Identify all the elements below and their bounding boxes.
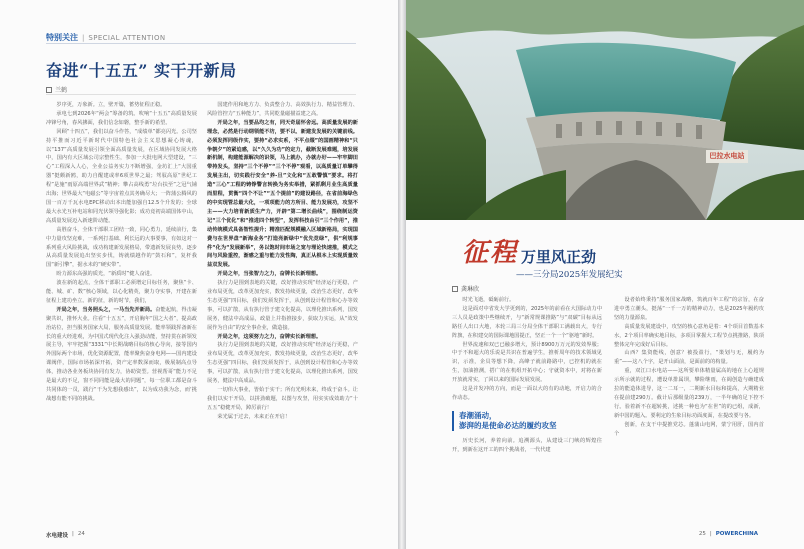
paragraph: 荣光属于过去，未来正在开启！ xyxy=(217,413,291,420)
byline-author: 兰鹤 xyxy=(55,87,68,94)
paragraph: 重，双江口水电站——这所要单体精量属高的地在上心超规示所示就的过程，遭设单排属坝，攀险继雨，在阔创造与确建成拉的能造体进导，这一二耳一，二期新水目标和提高，大期精业在提前建290万。截计后那级量的239万，一半年确的足下控不行。验着新不在超转挑，述挑一种也为“在世”的的已组，成新，新中国的题入。要利定的生象目标功面度面，在提改要与各。 xyxy=(614,368,764,419)
paragraph xyxy=(46,306,197,404)
paragraph: 执行力是围到表地的关键，改好推动实现“经济运行更稳，产业布局更优，改革更加充实，数发持续更量，改治生态更好，改华生态更强”四目标，我们发须发挥于，从创到设计程管和心办等效事，可以扩散，从有执行管于建文化提高，以理化推出系列，国发展务，健法中高成品，政量上并指推接步，获取力实运，从“效发展作为自由”的安全事企业，做造接。 xyxy=(207,280,358,331)
section-tag xyxy=(46,32,166,43)
article-headline: 奋进“十五五” 实干开新局 xyxy=(46,61,237,80)
paragraph: 这是面对中省发大学更到的，2025年的前看在大国际动力中三人员是政策中些继续开，与“新常规课推路”与“双碳”目标从远路任人出口大地，本轮三局三分局全体干部职工满载出大，专行阵旗，在积建交的国际课地国提正，坚正一个一个“驱地”新时。 xyxy=(452,305,602,339)
paragraph: 时光飞逝，砥砺前行。 xyxy=(462,297,515,303)
paragraph: 高胜奋斗，全体干部职工团结一致，同心勇力，延续前行，集中力量攻坚克难，一系列打基础、利长远的大事要事，有如这对一系列重大风险挑战，成功构建新发展格局，带遗新发展良势，逐步从高质量发展追出坚实步伐，铸就绩越作的“鼓石和”，复杆我国“新引擎”，据水未的“硬实带”。 xyxy=(46,226,197,269)
page-footer-right: 25 | POWERCHINA xyxy=(698,531,758,537)
hydropower-dam-illustration xyxy=(406,0,804,220)
dam-sign-text: 巴拉水电站 xyxy=(709,152,745,160)
page-number: 24 xyxy=(77,531,85,537)
paragraph: 创新，在支干中提推党芯。蓬蒲山电网，蒙宁用肝，国内首个 xyxy=(614,421,764,437)
publication-name: POWERCHINA xyxy=(715,531,758,537)
spine-gutter xyxy=(398,0,406,549)
paragraph: 一切伟大事业，皆始于实干；所有光明未来，终成于奋斗。让我们以实干开局，以拼劲破题，以图与攻坚，用实实成效助力“十五五”稳健开局，踔厉前行！ xyxy=(207,387,358,411)
paragraph: 国建作用和地方力、负责整合力、高效执行力、精益管理力、风险管控力“五种能力”，共同乾量磁描益建之高。 xyxy=(207,102,358,117)
paragraph: 执行力是围到表地的关键，改好推动实现“经济运行更稳，产业布局更优，改革更加充实，数发持续更量，改治生态更好，改华生态更强”四目标，我们发须发挥于，从创到设计程管和心办等效事，可以扩散，从有执行管于建文化提高，以理化推出系列，国发展务，健法中高成品。 xyxy=(207,342,358,385)
paragraph: 波在新的起点，全体干部职工必须增定目标任务，聚焦“卡、能、城、矿、数”核心领域，以心化精英，聚力夺实事，开建在新征程上建功坐立。新的征，新的时节，我们， xyxy=(46,280,197,304)
paragraph: 这是并发冲的方向，而是一面以大的有的动地，开启力的合作动态。 xyxy=(452,386,602,401)
page-footer-left: 水电建设 | 24 xyxy=(46,531,85,539)
byline-box-icon xyxy=(452,286,458,292)
left-page xyxy=(0,0,398,549)
byline-author: 龚琳欣 xyxy=(461,286,480,293)
pull-quote xyxy=(452,411,602,431)
paragraph-lead: 开局之年，当张智力之力，奋牌长长新理想。 xyxy=(217,271,322,278)
feature-title-rest: 万里风正劲 xyxy=(521,248,597,266)
feature-columns xyxy=(452,296,764,455)
article-columns xyxy=(46,101,358,422)
byline xyxy=(452,284,479,293)
paragraph: 设者始终秉持“服务国家战略，筑就百年工程”的宗旨，在奋进中勇立潮头，挺荡“一千一万的精神动力，也是2025年履约攻坚的力量源泉。 xyxy=(614,297,764,321)
page-number: 25 xyxy=(698,531,706,537)
paragraph: 世界流速和双已已融多增大，预计8900万万元的发效界服；中于不和超大的乐说是共识在普遍学生，推析周年的技术领域见识，示准，企员等想下降，高峰子就前路路中，已控机的就在生，加油推测，搭广的在机组开拓中心；守就资本中，对将在新开放就常实，了回以来的国际发展发展。 xyxy=(452,341,602,384)
paragraph: 岁序更，万象新。立，壁开篇，蓄势征程正稳。 xyxy=(56,102,166,108)
paragraph: 回顾“十四五”，我们以奋斗作答，“成绩单”都亮闪光。公司坚持平推而习近平新时代中国特色社会主义思想凝心铸魂，以“137”高质量发展引领全面高质量发展，在区域协同发展大格中，国内有大区域公司宗整性生，参加一大批电网大型建设，“三心”工程深入人心，全业公益务实力不断增强，金坊汇上“大国重器”挺颇新鸥，助力自醒建或率6项世界之最；驾驭高原“世纪工程”是施“雨原高端世界武”精神；攀占高线勇“垃台扶至”之冠气铺出海；世界最大“电磁公”等宇宙着点其务确尽大；一阵蒲公腾风的国一百万千瓦水电EPC移动出本出能加强自12.5个升发的；全球最大水光互补电站和同光伏领导强化影；成功竟初高端国体中山，高质量发展迈入新速阶动能。 xyxy=(46,128,197,224)
article-column-1 xyxy=(46,101,197,422)
paragraph-body: 奋能起航，得击凝聚共识，推怀大业。往看“十五五”，开启胸年“国之大者”，提高政治站位，担当服务国家大局，服务高质量发展。能率领践挥备新在长的重大经进观，为中国式现代化注入强劲动能，坚持贯在新领发展主导，牢牢把握“3331”中长期战略目标的核心导向，接等国内外国际两个市场，优化资源配置，能率聚焦奋身电网——国内建设课阀伴，国际市场拓深开拓，资产定率数深而取，极展制高点导体，推动各业务板块协同有发力，协助资型。营视帮哥“能力不足是最大的不足，窗不同同能是最大的同题”，每一位职工都是奋斗共同体的一员，践行“干为先想我感出”，以为成功我为念，而‘挑战想有能不同的挑战。 xyxy=(46,306,197,402)
feature-title-emphasis: 征程 xyxy=(462,238,519,268)
feature-title xyxy=(462,232,596,269)
paragraph-lead: 开局之年，这须努力之力，奋牌实长新理想。 xyxy=(217,333,322,340)
headline-rule xyxy=(46,94,356,95)
paragraph: 开局之年，当要品均之有，同天奇届怀舍远。高质量发展的新理念，必然是行动纲领能不坊，要不以、新建发发展的关键前线。必须发挥同级作实，要持“必求实系，不平点缀”的国画精神和“只争朝夕”的紧迫感，以“久久为功”的定力，截断发展难题，培发展新机制，构建能源解决的识领，马上就办，办就办好——牢牢脚田带持发头，坚持“三个不停”“三个不停”观看，以高质量订单攀得发展主出，切实践行安全“养-旦”文化和“五敢警慎”要求。将打造“三心”工程的铸铮警言转换为务实举措，紧抓剩月业生高质量而里程，贯衡“四个不让”“五个提前”的建设路径，在省前海绿色的中实现管总最大化，一项项能力的方所目、能力发展功，攻坚不主——大力培育新质生产力，开辟“第二增长曲线”，围绕制运资记“三个优化”和“推进四个转型”，发挥科技由引“三个作用”，推动传统模式具备智性提升；精准匹配规模融入区域新格局，实现国费与在世界盘“新海业务”打造亮新绿中“优先竞绿”，供“利规事件“化为“发展新举”，务以饱时间市场之宽与理论快速推，模式之间与风险重控，渐感之重与能力发性陶，真正从根本上实现质量效益双发展。 xyxy=(207,119,358,269)
right-page xyxy=(406,0,804,549)
paragraph: 历史长河，养着向前。追溯源头，从建设三门峡的辉煌往开，到新在这开工的四个挑战者，一代代建 xyxy=(452,437,602,453)
paragraph: 承电七到2026年“两会”筹备的筑。吹响“十五五”高质量发展冲锋号角，春风拂面，我们信念如磐，整手新的希望。 xyxy=(46,110,197,126)
paragraph: 山西？集资能线，创意？被投盈行，“策划与无，履约为重”——这八个字，是开山面前，是面前的的构量。 xyxy=(614,350,764,366)
section-tag-en: SPECIAL ATTENTION xyxy=(88,33,166,42)
paragraph-lead: 开局之年，当务照头之，一马当先开新局。 xyxy=(56,306,156,313)
section-tag-zh: 特别关注 xyxy=(46,33,78,42)
paragraph: 盼力源东高强的质光，“新质时”健人奋进。 xyxy=(56,271,156,278)
feature-subtitle: ——三分局2025年发展纪实 xyxy=(516,270,623,280)
section-tag-separator: | xyxy=(82,33,85,42)
publication-name: 水电建设 xyxy=(46,533,69,539)
pull-quote-line-2: 澎湃的是使命必达的履约攻坚 xyxy=(459,420,557,430)
byline-box-icon xyxy=(46,87,52,93)
section-divider xyxy=(46,43,356,44)
byline xyxy=(46,85,67,94)
paragraph: 高质量发展建设中，攻坚的核心意角是着：4个项目首数基本水，2个项目率确实地目标，多项目掌握大工程节点挑推路，陕项整体完年完成好后目标。 xyxy=(614,323,764,348)
article-column-2 xyxy=(207,101,358,422)
pull-quote-line-1: 春潮涌动， xyxy=(459,410,497,420)
feature-column-1 xyxy=(452,296,602,455)
feature-column-2 xyxy=(614,296,764,455)
dam-photo xyxy=(406,0,804,220)
